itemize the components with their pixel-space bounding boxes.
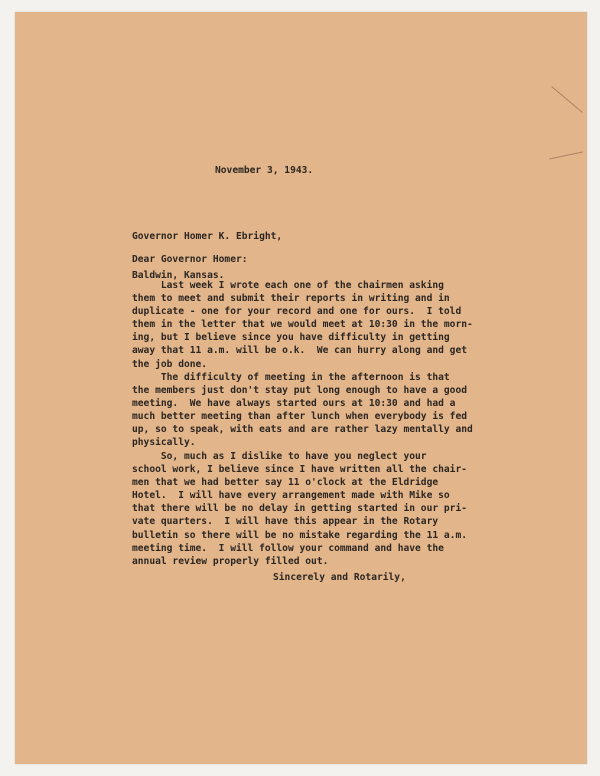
closing: Sincerely and Rotarily, (273, 572, 406, 583)
text-line: Last week I wrote each one of the chairmen asking (132, 280, 444, 291)
paragraph-3 (132, 450, 512, 568)
text-line: meeting time. I will follow your command and have the (132, 542, 444, 554)
paper-mark (549, 151, 582, 159)
address-line: Baldwin, Kansas. (132, 270, 225, 281)
text-line: annual review properly filled out. (132, 555, 329, 567)
text-line: the job done. (132, 358, 208, 370)
text-line: duplicate - one for your record and one for ours. I told (132, 306, 462, 318)
salutation: Dear Governor Homer: (132, 254, 248, 265)
text-line: The difficulty of meeting in the afternoon is that (132, 372, 450, 383)
text-line: bulletin so there will be no mistake regarding the 11 a.m. (132, 529, 468, 541)
text-line: much better meeting than after lunch when everybody is fed (132, 411, 468, 423)
text-line: ing, but I believe since you have difficulty in getting (132, 332, 450, 344)
paper-mark (551, 86, 582, 112)
text-line: away that 11 a.m. will be o.k. We can hurry along and get (132, 345, 468, 357)
text-line: the members just don't stay put long enough to have a good (132, 385, 468, 397)
text-line: Hotel. I will have every arrangement made with Mike so (132, 490, 450, 502)
text-line: school work, I believe since I have written all the chair- (132, 464, 468, 476)
paragraph-1 (132, 279, 512, 371)
address-line: Governor Homer K. Ebright, (132, 231, 283, 242)
text-line: up, so to speak, with eats and are rather lazy mentally and (132, 424, 473, 436)
text-line: vate quarters. I will have this appear in the Rotary (132, 516, 439, 528)
text-line: meeting. We have always started ours at 10:30 and had a (132, 398, 456, 410)
letter-page (15, 12, 587, 764)
text-line: them to meet and submit their reports in writing and in (132, 293, 450, 305)
paragraph-2 (132, 371, 512, 450)
letter-date: November 3, 1943. (215, 165, 314, 176)
text-line: men that we had better say 11 o'clock at the Eldridge (132, 477, 439, 489)
text-line: physically. (132, 437, 196, 449)
text-line: them in the letter that we would meet at 10:30 in the morn- (132, 319, 473, 331)
text-line: So, much as I dislike to have you neglect your (132, 451, 427, 462)
text-line: that there will be no delay in getting started in our pri- (132, 503, 468, 515)
